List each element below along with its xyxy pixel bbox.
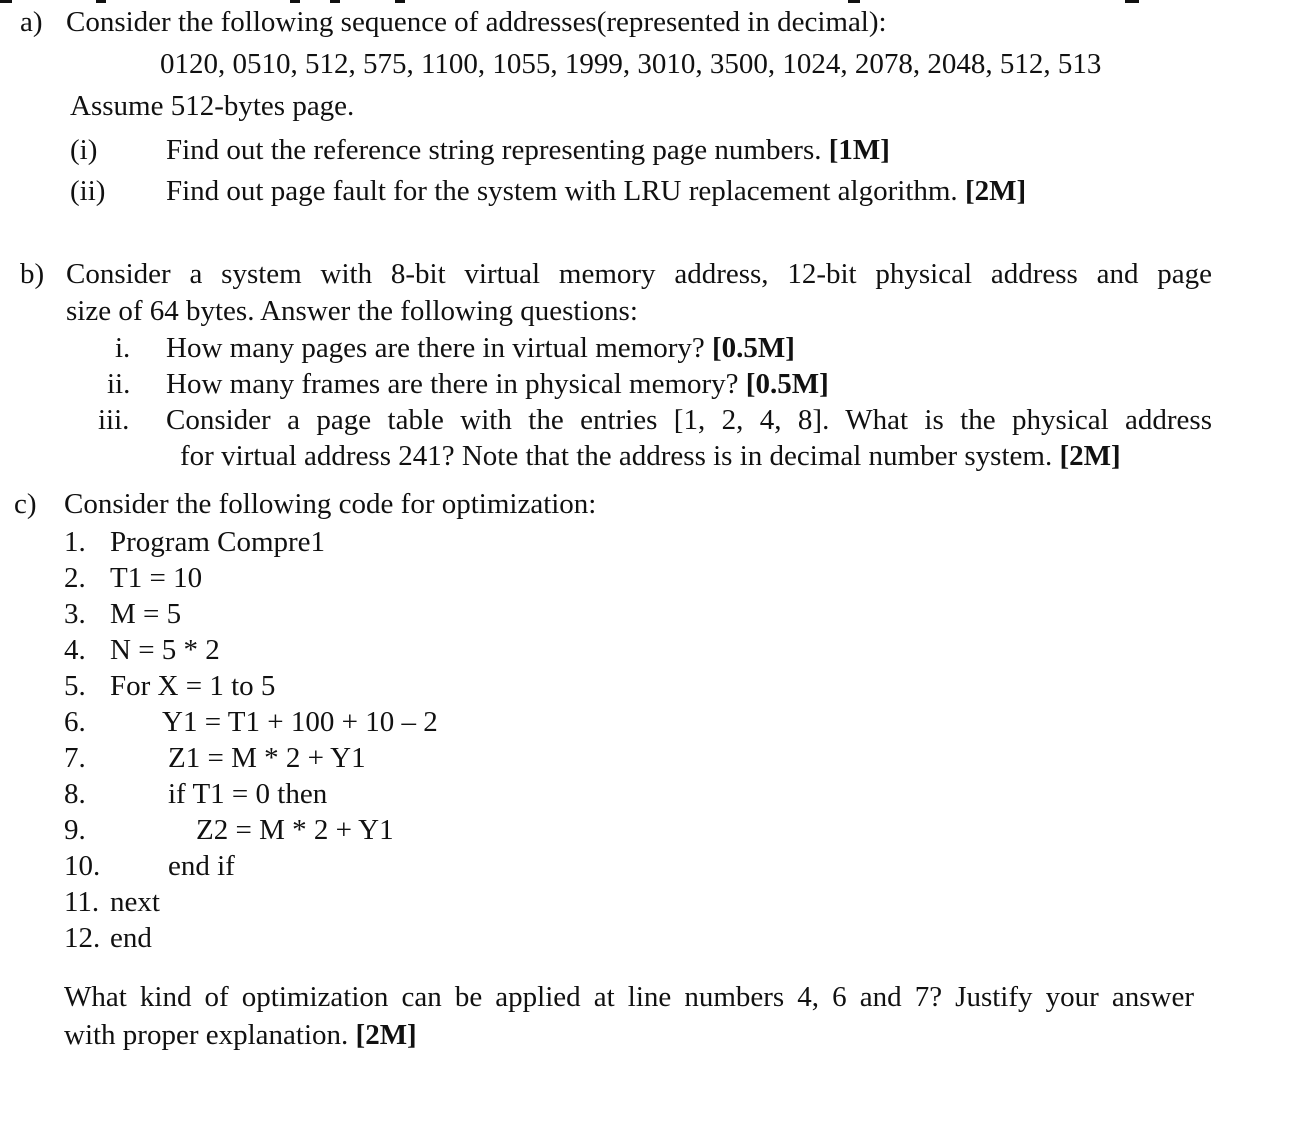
part-b-intro-line1: Consider a system with 8-bit virtual memory address, 12-bit physical address and page bbox=[66, 258, 1212, 290]
code-line-num: 5. bbox=[64, 670, 86, 702]
part-a-q2-num: (ii) bbox=[70, 175, 106, 207]
part-a-intro: Consider the following sequence of addresses(represented in decimal): bbox=[66, 6, 887, 38]
part-a-q2 bbox=[166, 177, 1026, 206]
code-line-num: 11. bbox=[64, 886, 100, 918]
part-c-question-text: with proper explanation. bbox=[64, 1019, 349, 1051]
code-line-text: N = 5 * 2 bbox=[110, 634, 220, 666]
part-b-q2 bbox=[166, 370, 829, 399]
code-line-text: next bbox=[110, 886, 160, 918]
code-line-num: 4. bbox=[64, 634, 86, 666]
part-b-q1 bbox=[166, 334, 795, 363]
clipped-previous-line bbox=[0, 0, 1310, 4]
code-line-num: 9. bbox=[64, 814, 86, 846]
code-line-text: if T1 = 0 then bbox=[168, 778, 328, 810]
code-line-num: 7. bbox=[64, 742, 86, 774]
code-line-num: 12. bbox=[64, 922, 101, 954]
code-line-text: end bbox=[110, 922, 152, 954]
code-line-num: 10. bbox=[64, 850, 101, 882]
code-line-num: 2. bbox=[64, 562, 86, 594]
part-b-intro-line2: size of 64 bytes. Answer the following questions: bbox=[66, 295, 638, 327]
part-b-q1-num: i. bbox=[115, 332, 131, 364]
part-a-q1 bbox=[166, 136, 890, 165]
part-b-q3-line1: Consider a page table with the entries [1, 2, 4, 8]. What is the physical address bbox=[166, 404, 1212, 436]
part-a-assumption: Assume 512-bytes page. bbox=[70, 90, 355, 122]
part-b-q1-marks: [0.5M] bbox=[711, 332, 795, 364]
code-line-text: For X = 1 to 5 bbox=[110, 670, 276, 702]
part-c-label: c) bbox=[14, 488, 37, 520]
code-line-text: Z2 = M * 2 + Y1 bbox=[196, 814, 394, 846]
part-b-q1-text: How many pages are there in virtual memory? bbox=[166, 332, 705, 364]
part-a-q1-num: (i) bbox=[70, 134, 98, 166]
part-b-q3-marks: [2M] bbox=[1059, 440, 1121, 472]
part-c-intro: Consider the following code for optimization: bbox=[64, 488, 597, 520]
code-line-num: 1. bbox=[64, 526, 86, 558]
part-a-addresses: 0120, 0510, 512, 575, 1100, 1055, 1999, 3010, 3500, 1024, 2078, 2048, 512, 513 bbox=[160, 48, 1102, 80]
code-line-num: 3. bbox=[64, 598, 86, 630]
part-b-q3-num: iii. bbox=[98, 404, 130, 436]
part-c-question-line2 bbox=[64, 1021, 417, 1050]
part-b-q2-text: How many frames are there in physical memory? bbox=[166, 368, 739, 400]
part-b-q3-line2 bbox=[180, 442, 1121, 471]
part-c-question-line1: What kind of optimization can be applied at line numbers 4, 6 and 7? Justify your answer bbox=[64, 981, 1194, 1013]
code-line-text: end if bbox=[168, 850, 235, 882]
part-a-q1-text: Find out the reference string representing page numbers. bbox=[166, 134, 822, 166]
code-line-num: 6. bbox=[64, 706, 86, 738]
code-line-text: Y1 = T1 + 100 + 10 – 2 bbox=[162, 706, 438, 738]
code-line-text: M = 5 bbox=[110, 598, 182, 630]
code-line-text: Program Compre1 bbox=[110, 526, 326, 558]
part-a-label: a) bbox=[20, 6, 43, 38]
code-line-num: 8. bbox=[64, 778, 86, 810]
part-b-q2-num: ii. bbox=[107, 368, 131, 400]
code-line-text: T1 = 10 bbox=[110, 562, 203, 594]
part-b-q3-text: for virtual address 241? Note that the address is in decimal number system. bbox=[180, 440, 1053, 472]
part-a-q2-text: Find out page fault for the system with LRU replacement algorithm. bbox=[166, 175, 958, 207]
code-line-text: Z1 = M * 2 + Y1 bbox=[168, 742, 366, 774]
part-a-q1-marks: [1M] bbox=[828, 134, 890, 166]
part-a-q2-marks: [2M] bbox=[964, 175, 1027, 207]
part-c-marks: [2M] bbox=[355, 1019, 417, 1051]
part-b-label: b) bbox=[20, 258, 45, 290]
part-b-q2-marks: [0.5M] bbox=[745, 368, 829, 400]
